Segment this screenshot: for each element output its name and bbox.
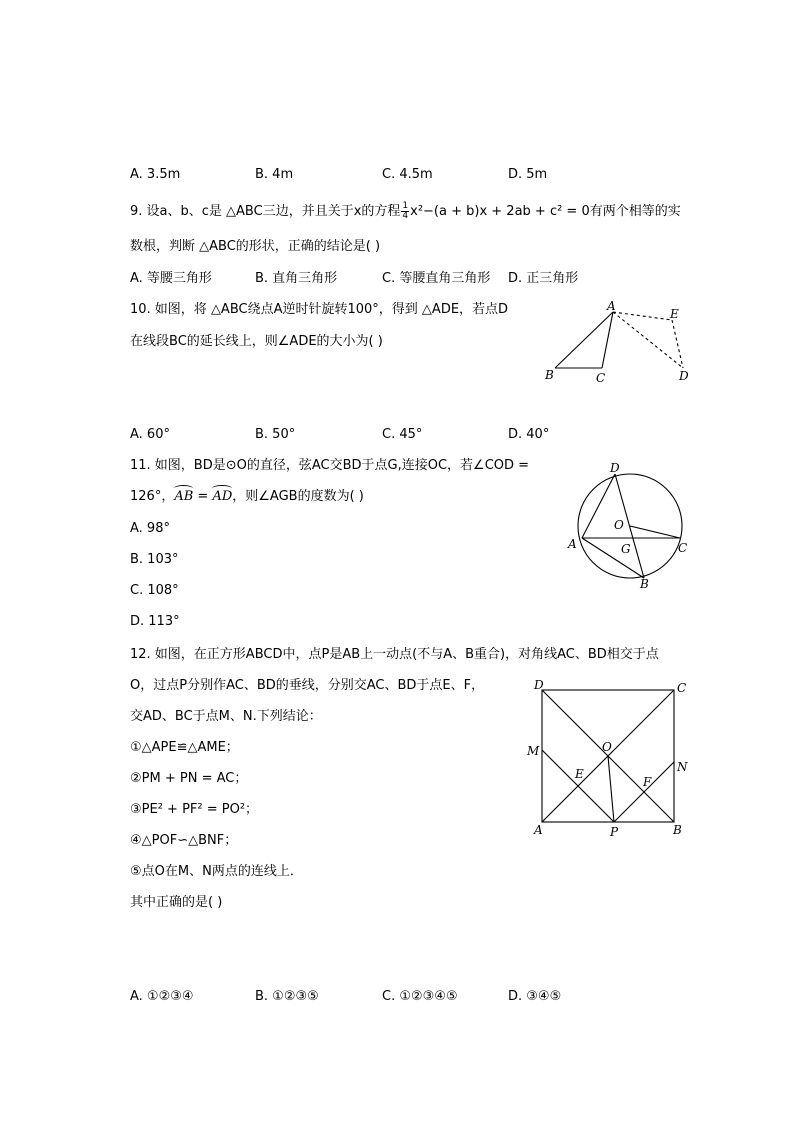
q11-option-c: C. 108°: [130, 583, 179, 598]
q12-option-a: A. ①②③④: [130, 989, 194, 1004]
q10-seg-ae: [613, 312, 672, 320]
q11-label-b: B: [640, 577, 649, 591]
q12-statement-2: ②PM + PN = AC；: [130, 771, 248, 786]
q12-question: 其中正确的是( ): [130, 895, 223, 910]
q11-seg-ad: [582, 474, 615, 538]
q10-option-c: C. 45°: [382, 427, 423, 442]
q9-fraction: [401, 202, 409, 221]
q10-seg-ed: [672, 320, 683, 368]
q11-figure: [560, 456, 700, 596]
q8-option-b: B. 4m: [255, 167, 294, 182]
q12-line3: 交AD、BC于点M、N.下列结论：: [130, 709, 322, 724]
q9-frac-num: 1: [402, 201, 409, 211]
q9-option-a: A. 等腰三角形: [130, 271, 212, 286]
q12-label-n: N: [677, 760, 688, 774]
q9-line1-post: x²−(a + b)x + 2ab + c² = 0有两个相等的实: [410, 204, 681, 219]
q10-line2: 在线段BC的延长线上，则∠ADE的大小为( ): [130, 334, 383, 349]
q11-option-a: A. 98°: [130, 521, 170, 536]
q11-label-a: A: [568, 537, 577, 551]
q10-label-a: A: [607, 299, 616, 313]
q10-label-e: E: [670, 307, 679, 321]
q10-option-a: A. 60°: [130, 427, 170, 442]
q11-label-o: O: [614, 518, 624, 532]
q12-option-c: C. ①②③④⑤: [382, 989, 458, 1004]
q12-line1: 12. 如图，在正方形ABCD中，点P是AB上一动点(不与A、B重合)，对角线AC、BD相交于点: [130, 647, 659, 662]
q12-label-a: A: [534, 823, 543, 837]
q11-option-b: B. 103°: [130, 552, 179, 567]
q12-statement-3: ③PE² + PF² = PO²；: [130, 802, 259, 817]
q11-line2: [130, 488, 364, 506]
q12-label-b: B: [673, 823, 682, 837]
q9-option-c: C. 等腰直角三角形: [382, 271, 491, 286]
q10-line1: 10. 如图，将 △ABC绕点A逆时针旋转100°，得到 △ADE，若点D: [130, 302, 509, 317]
q10-figure: [535, 296, 705, 386]
q12-line2: O，过点P分别作AC、BD的垂线，分别交AC、BD于点E、F，: [130, 678, 485, 693]
q11-seg-oc: [630, 526, 680, 538]
q11-label-c: C: [678, 541, 688, 555]
q12-label-p: P: [610, 825, 619, 839]
q9-frac-den: 4: [402, 211, 409, 221]
q9-option-b: B. 直角三角形: [255, 271, 338, 286]
q10-label-c: C: [596, 371, 606, 385]
q12-label-f: F: [643, 775, 652, 789]
q11-label-g: G: [621, 542, 631, 556]
q8-option-a: A. 3.5m: [130, 167, 181, 182]
q11-label-d: D: [610, 461, 620, 475]
q12-figure: [522, 676, 702, 846]
q11-line2-a: 126°，: [130, 489, 175, 504]
q11-eq: =: [193, 489, 213, 504]
q11-line2-b: ，则∠AGB的度数为( ): [232, 489, 364, 504]
q11-line1: 11. 如图，BD是⊙O的直径，弦AC交BD于点G,连接OC，若∠COD =: [130, 458, 530, 473]
q12-statement-1: ①△APE≌△AME；: [130, 740, 239, 755]
q9-line1-pre: 9. 设a、b、c是 △ABC三边，并且关于x的方程: [130, 204, 401, 219]
q8-option-c: C. 4.5m: [382, 167, 433, 182]
q10-option-b: B. 50°: [255, 427, 296, 442]
q12-statement-5: ⑤点O在M、N两点的连线上．: [130, 864, 303, 879]
q8-option-d: D. 5m: [508, 167, 548, 182]
q12-statement-4: ④△POF∽△BNF；: [130, 833, 238, 848]
q12-label-e: E: [575, 767, 584, 781]
q12-label-c: C: [677, 681, 687, 695]
q10-label-b: B: [545, 368, 554, 382]
q12-label-o: O: [602, 740, 612, 754]
q12-label-m: M: [527, 744, 540, 758]
q12-seg-po: [608, 756, 614, 822]
q11-option-d: D. 113°: [130, 614, 180, 629]
q9-line2: 数根，判断 △ABC的形状，正确的结论是( ): [130, 239, 381, 254]
q12-option-d: D. ③④⑤: [508, 989, 562, 1004]
q12-option-b: B. ①②③⑤: [255, 989, 319, 1004]
q12-label-d: D: [534, 678, 544, 692]
q11-arc-ad: AD: [212, 489, 233, 504]
q10-label-d: D: [679, 369, 689, 383]
q9-option-d: D. 正三角形: [508, 271, 579, 286]
q10-option-d: D. 40°: [508, 427, 550, 442]
q11-arc-ab: AB: [174, 489, 194, 504]
q9-line1: [130, 202, 681, 221]
q10-seg-ab: [555, 312, 613, 368]
